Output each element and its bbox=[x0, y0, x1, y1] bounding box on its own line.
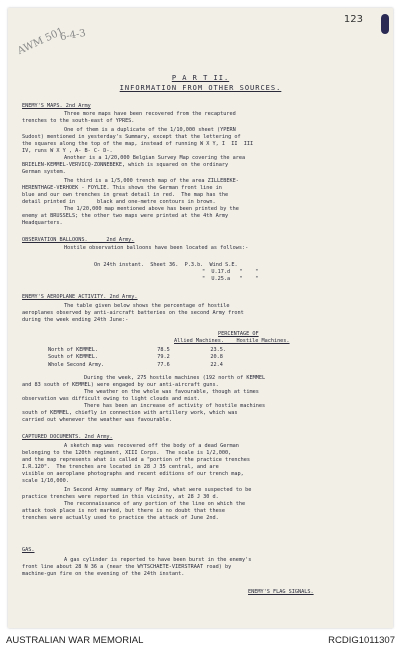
heading-enemy-flag-signals: ENEMY'S FLAG SIGNALS. bbox=[248, 589, 314, 595]
footer-record-id: RCDIG1011307 bbox=[328, 635, 395, 646]
footer-institution: AUSTRALIAN WAR MEMORIAL bbox=[6, 635, 144, 646]
page-number: 123 bbox=[343, 14, 363, 25]
text-line: Headquarters. bbox=[22, 220, 63, 226]
table-header: Allied Machines. Hostile Machines. bbox=[174, 338, 290, 344]
text-line: The weather on the whole was favourable, though at times bbox=[84, 389, 259, 395]
text-line: front line about 28 N 36 a (near the WYTSCHAETE-VIERSTRAAT road) by bbox=[22, 564, 232, 570]
text-line: practice trenches were reported in this vicinity, at 28 J 30 d. bbox=[22, 494, 219, 500]
text-line: A gas cylinder is reported to have been burst in the enemy's bbox=[64, 557, 252, 563]
text-line: observation was difficult owing to light clouds and mist. bbox=[22, 396, 201, 402]
part-title: P A R T II. bbox=[171, 74, 230, 82]
text-line: I.R.120". The trenches are located in 28 J 35 central, and are bbox=[22, 464, 219, 470]
text-line: the squares along the top of the map, instead of running W X Y, I II III bbox=[22, 141, 254, 147]
table-header: PERCENTAGE OF bbox=[218, 331, 259, 337]
text-line: German system. bbox=[22, 169, 66, 175]
heading-aeroplane-activity: ENEMY'S AEROPLANE ACTIVITY. 2nd Army. bbox=[22, 294, 138, 300]
text-line: The table given below shows the percentage of hostile bbox=[64, 303, 230, 309]
table-row: South of KEMMEL. 79.2 20.8 bbox=[48, 354, 223, 360]
text-line: Another is a 1/20,000 Belgian Survey Map covering the area bbox=[64, 155, 246, 161]
text-line: machine-gun fire on the evening of the 24th instant. bbox=[22, 571, 185, 577]
text-line: A sketch map was recovered off the body of a dead German bbox=[64, 443, 239, 449]
section-title: INFORMATION FROM OTHER SOURCES. bbox=[119, 84, 282, 92]
text-line: blue and our own trenches in great detail in red. The map has the bbox=[22, 192, 229, 198]
text-line: There has been an increase of activity of hostile machines bbox=[84, 403, 266, 409]
text-line: The reconnaissance of any portion of the line on which the bbox=[64, 501, 246, 507]
heading-captured-documents: CAPTURED DOCUMENTS. 2nd Army. bbox=[22, 434, 113, 440]
text-line: aeroplanes observed by anti-aircraft batteries on the second Army front bbox=[22, 310, 244, 316]
heading-gas: GAS. bbox=[22, 547, 35, 553]
text-line: detail printed in black and one-metre contours in brown. bbox=[22, 199, 216, 205]
text-line: and the map represents what is called a "portion of the practice trenches bbox=[22, 457, 250, 463]
text-line: HERENTHAGE-VERHOEK - FOYLIE. This shows the German front line in bbox=[22, 185, 222, 191]
text-line: trenches to the south-east of YPRES. bbox=[22, 118, 135, 124]
heading-observation-balloons: OBSERVATION BALLOONS. 2nd Army. bbox=[22, 237, 135, 243]
document-page bbox=[8, 8, 393, 628]
text-line: enemy at BRUSSELS; the other two maps were printed at the 4th Army bbox=[22, 213, 229, 219]
text-line: In Second Army summary of May 2nd, what were suspected to be bbox=[64, 487, 252, 493]
text-line: south of KEMMEL, chiefly in connection with artillery work, which was bbox=[22, 410, 238, 416]
text-line: and 83 south of KEMMEL) were engaged by our anti-aircraft guns. bbox=[22, 382, 219, 388]
text-line: IV, runs W X Y , A- B- C- D-. bbox=[22, 148, 113, 154]
table-row: Whole Second Army. 77.6 22.4 bbox=[48, 362, 223, 368]
text-line: belonging to the 120th regiment, XIII Corps. The scale is 1/2,000, bbox=[22, 450, 232, 456]
text-line: Three more maps have been recovered from the recaptured bbox=[64, 111, 236, 117]
text-line: scale 1/10,000. bbox=[22, 478, 69, 484]
text-line: On 24th instant. Sheet 36. P.3.b. Wind S.E. bbox=[94, 262, 238, 268]
heading-enemy-maps: ENEMY'S MAPS. 2nd Army bbox=[22, 103, 91, 109]
pencil-annotation: AWM 501 bbox=[15, 26, 66, 57]
text-line: " U.17.d " " bbox=[202, 269, 259, 275]
text-line: One of them is a duplicate of the 1/10,000 sheet (YPERN bbox=[64, 127, 236, 133]
text-line: The third is a 1/5,000 trench map of the area ZILLEBEKE- bbox=[64, 178, 239, 184]
table-row: North of KEMMEL. 78.5 23.5. bbox=[48, 347, 227, 353]
text-line: attack took place is not marked, but there is no doubt that these bbox=[22, 508, 226, 514]
text-line: Sudost) mentioned in yesterday's Summary, except that the lettering of bbox=[22, 134, 241, 140]
text-line: during the week ending 24th June:- bbox=[22, 317, 129, 323]
text-line: The 1/20,000 map mentioned above has been printed by the bbox=[64, 206, 239, 212]
text-line: " U.25.a " " bbox=[202, 276, 259, 282]
text-line: visible on aeroplane photographs and recent editions of our trench map, bbox=[22, 471, 244, 477]
text-line: During the week, 275 hostile machines (192 north of KEMMEL bbox=[84, 375, 266, 381]
text-line: carried out whenever the weather was favourable. bbox=[22, 417, 172, 423]
text-line: Hostile observation balloons have been located as follows:- bbox=[64, 245, 249, 251]
page-tab-marker bbox=[381, 14, 389, 34]
text-line: trenches were actually used to practice the attack of June 2nd. bbox=[22, 515, 219, 521]
pencil-annotation: 6-4-3 bbox=[59, 27, 87, 44]
text-line: BRIELEN-KEMMEL-VERVICQ-ZONNEBEKE, which is squared on the ordinary bbox=[22, 162, 229, 168]
